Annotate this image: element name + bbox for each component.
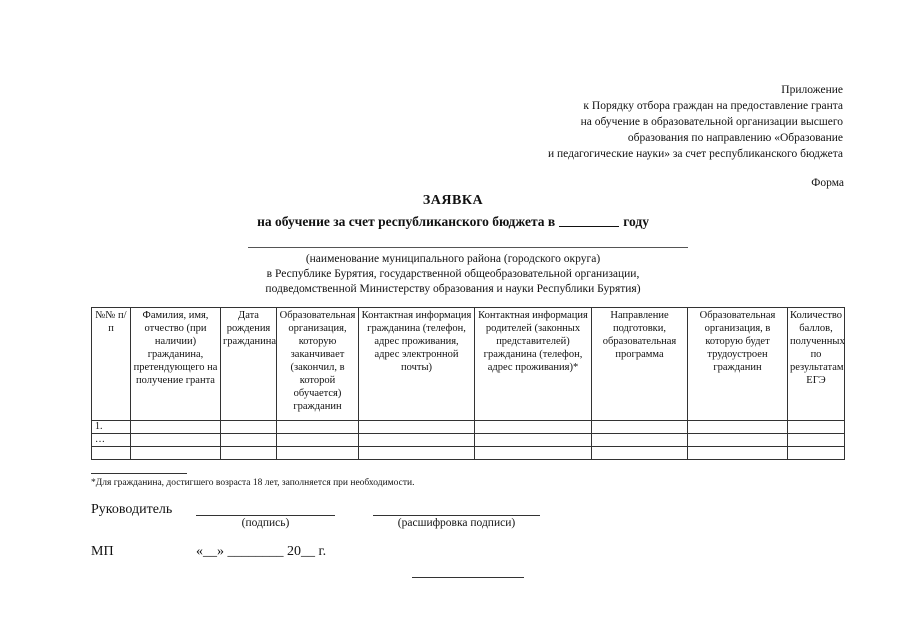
document-subtitle	[0, 214, 906, 230]
signature-caption: (подпись)	[241, 517, 290, 529]
column-header-program: Направление подготовки, образовательная программа	[592, 308, 688, 421]
appendix-block	[490, 82, 843, 162]
table-cell[interactable]	[277, 447, 359, 460]
column-header-employer: Образовательная организация, в которую будет трудоустроен гражданин	[688, 308, 788, 421]
table-cell[interactable]	[475, 421, 592, 434]
signature-decode-line[interactable]	[373, 515, 540, 516]
column-header-contact: Контактная информация гражданина (телефон, адрес проживания, адрес электронной почты)	[359, 308, 475, 421]
table-row	[92, 447, 845, 460]
municipality-caption	[0, 252, 906, 297]
bottom-line	[412, 577, 524, 578]
stamp-label: МП	[91, 544, 114, 559]
table-cell[interactable]	[688, 421, 788, 434]
appendix-line: на обучение в образовательной организации высшего	[580, 116, 843, 128]
table-cell[interactable]	[592, 421, 688, 434]
table-cell[interactable]	[788, 421, 845, 434]
signature-line[interactable]	[196, 515, 335, 516]
subtitle-text-end: году	[623, 214, 649, 229]
table-cell[interactable]	[131, 447, 221, 460]
table-cell[interactable]	[359, 434, 475, 447]
table-cell[interactable]	[788, 434, 845, 447]
application-table	[91, 307, 845, 460]
column-header-parents-contact: Контактная информация родителей (законных представителей) гражданина (телефон, адрес проживания)*	[475, 308, 592, 421]
document-title: ЗАЯВКА	[422, 193, 484, 208]
footnote: *Для гражданина, достигшего возраста 18 лет, заполняется при необходимости.	[91, 478, 415, 488]
table-cell[interactable]	[688, 447, 788, 460]
appendix-line: и педагогические науки» за счет республиканского бюджета	[547, 148, 843, 160]
signature-decode-caption: (расшифровка подписи)	[397, 517, 516, 529]
table-cell[interactable]	[277, 434, 359, 447]
municipality-caption-line: в Республике Бурятия, государственной общеобразовательной организации,	[266, 268, 640, 280]
column-header-exam-score: Количество баллов, полученных по результатам ЕГЭ	[788, 308, 845, 421]
table-row	[92, 421, 845, 434]
table-cell[interactable]	[592, 434, 688, 447]
municipality-caption-line: подведомственной Министерству образования и науки Республики Бурятия)	[265, 283, 641, 295]
table-cell[interactable]	[359, 421, 475, 434]
municipality-field-line[interactable]	[248, 247, 688, 248]
form-label: Форма	[811, 177, 844, 189]
year-blank[interactable]	[559, 214, 619, 227]
table-cell[interactable]	[131, 434, 221, 447]
table-cell[interactable]	[475, 434, 592, 447]
appendix-line: Приложение	[781, 84, 843, 96]
date-line[interactable]: «__» ________ 20__ г.	[196, 544, 327, 559]
footnote-divider	[91, 473, 187, 474]
table-cell[interactable]	[277, 421, 359, 434]
column-header-name: Фамилия, имя, отчество (при наличии) гражданина, претендующего на получение гранта	[131, 308, 221, 421]
table-row	[92, 434, 845, 447]
table-cell[interactable]	[131, 421, 221, 434]
table-cell[interactable]	[688, 434, 788, 447]
table-cell[interactable]	[475, 447, 592, 460]
table-cell[interactable]	[92, 447, 131, 460]
appendix-line: образования по направлению «Образование	[627, 132, 843, 144]
table-cell[interactable]	[221, 434, 277, 447]
column-header-number: №№ п/п	[92, 308, 131, 421]
subtitle-text: на обучение за счет республиканского бюджета в	[257, 214, 556, 229]
column-header-birthdate: Дата рождения гражданина	[221, 308, 277, 421]
table-cell[interactable]	[592, 447, 688, 460]
table-cell[interactable]	[788, 447, 845, 460]
table-cell[interactable]: …	[92, 434, 131, 447]
table-cell[interactable]	[221, 421, 277, 434]
table-cell[interactable]	[359, 447, 475, 460]
table-cell[interactable]	[221, 447, 277, 460]
table-header-row	[92, 308, 845, 421]
head-label: Руководитель	[91, 502, 173, 517]
column-header-school: Образовательная организация, которую заканчивает (закончил, в которой обучается) гражданин	[277, 308, 359, 421]
table-cell[interactable]: 1.	[92, 421, 131, 434]
municipality-caption-line: (наименование муниципального района (городского округа)	[305, 253, 601, 265]
appendix-line: к Порядку отбора граждан на предоставление гранта	[583, 100, 843, 112]
